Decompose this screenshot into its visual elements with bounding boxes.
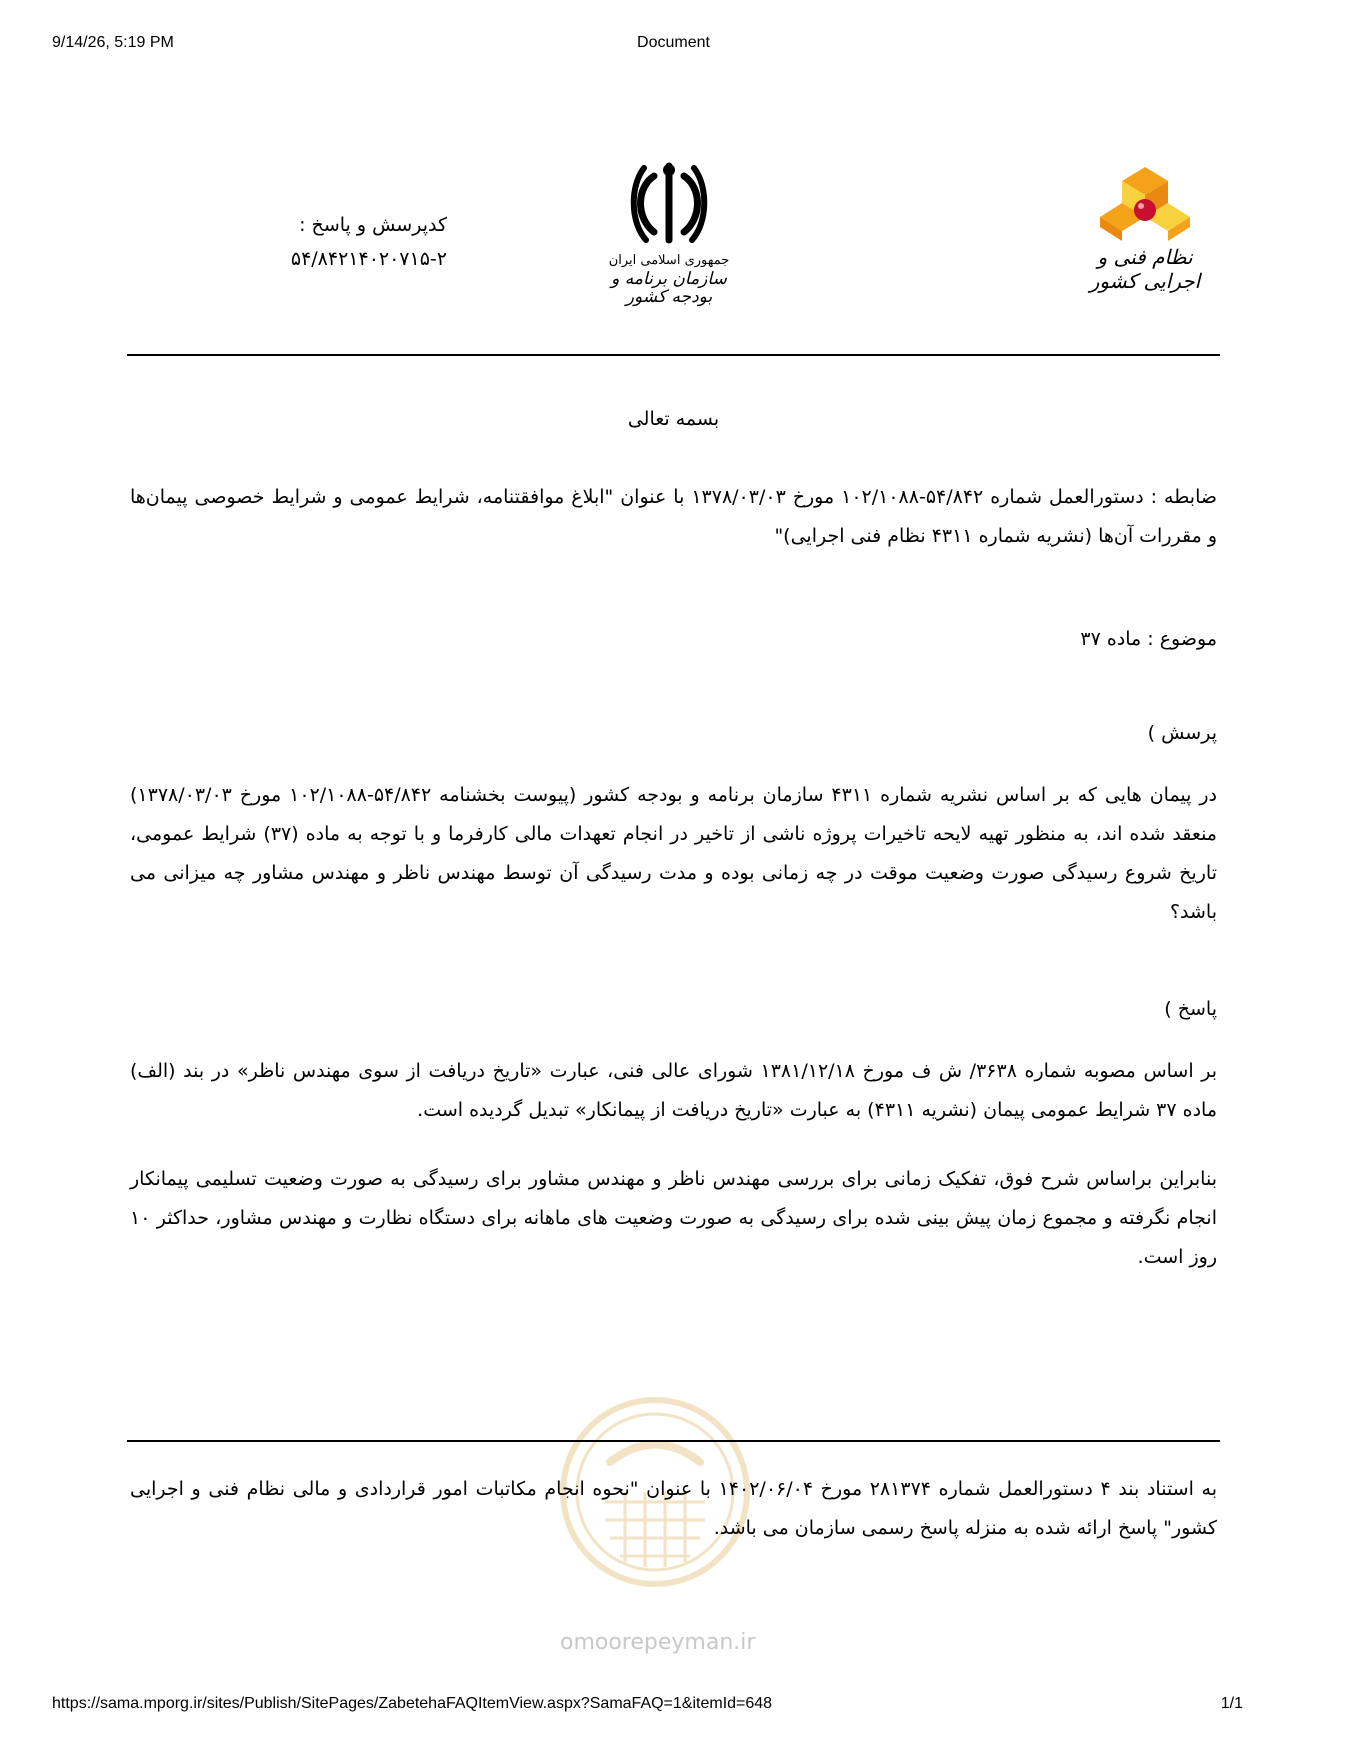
print-url[interactable]: https://sama.mporg.ir/sites/Publish/SitePages/ZabetehaFAQItemView.aspx?SamaFAQ=1&itemId=648 [52, 1695, 773, 1712]
answer-heading: پاسخ ) [1164, 998, 1217, 1020]
answer-paragraph-1: بر اساس مصوبه شماره ۳۶۳۸/ ش ف مورخ ۱۳۸۱/۱۲/۱۸ شورای عالی فنی، عبارت «تاریخ دریافت از سوی مهندس ناظر» در بند (الف) ماده ۳۷ شرایط عمومی پیمان (نشریه ۴۳۱۱) به عبارت «تاریخ دریافت از پیمانکار» تبدیل گردیده است. [130, 1060, 1217, 1121]
print-document-title: Document [637, 34, 710, 51]
qa-code-value: ۵۴/۸۴۲۱۴۰۲۰۷۱۵-۲ [290, 248, 447, 270]
basmala: بسمه تعالی [627, 408, 720, 430]
print-datetime: 9/14/26, 5:19 PM [52, 34, 174, 51]
question-heading: پرسش ) [1147, 722, 1217, 744]
iran-emblem-icon [624, 160, 714, 248]
header-divider [127, 354, 1220, 356]
iran-emblem [604, 160, 734, 310]
question-text: در پیمان هایی که بر اساس نشریه شماره ۴۳۱۱ سازمان برنامه و بودجه کشور (پیوست بخشنامه ۵۴/۸۴۲-۱۰۲/۱۰۸۸ مورخ ۱۳۷۸/۰۳/۰۳) منعقد شده اند، به منظور تهیه لایحه تاخیرات پروژه ناشی از تاخیر در انجام تعهدات مالی کارفرما و با توجه به ماده (۳۷) شرایط عمومی، تاریخ شروع رسیدگی صورت وضعیت موقت در چه زمانی بوده و مدت رسیدگی آن توسط مهندس ناظر و مهندس مشاور چه میزانی می باشد؟ [130, 784, 1217, 923]
org-logo [1070, 165, 1220, 315]
print-header [52, 34, 1295, 58]
print-footer [52, 1695, 1295, 1719]
rule-reference: ضابطه : دستورالعمل شماره ۵۴/۸۴۲-۱۰۲/۱۰۸۸ مورخ ۱۳۷۸/۰۳/۰۳ با عنوان "ابلاغ موافقتنامه، شرایط عمومی و شرایط خصوصی پیمان‌ها و مقررات آن‌ها (نشریه شماره ۴۳۱۱ نظام فنی اجرایی)" [130, 486, 1217, 547]
letterhead [127, 150, 1220, 330]
official-response-note: به استناد بند ۴ دستورالعمل شماره ۲۸۱۳۷۴ مورخ ۱۴۰۲/۰۶/۰۴ با عنوان "نحوه انجام مکاتبات امور قراردادی و مالی نظام فنی و اجرایی کشور" پاسخ ارائه شده به منزله پاسخ رسمی سازمان می باشد. [130, 1478, 1217, 1539]
topic: موضوع : ماده ۳۷ [1080, 628, 1217, 650]
qa-code-label: کدپرسش و پاسخ : [299, 214, 447, 236]
footer-divider [127, 1440, 1220, 1442]
org-name: نظام فنی و اجرایی کشور [1089, 245, 1201, 293]
answer-paragraph-2: بنابراین براساس شرح فوق، تفکیک زمانی برای بررسی مهندس ناظر و مهندس مشاور برای رسیدگی به صورت وضعیت تسلیمی پیمانکار انجام نگرفته و مجموع زمان پیش بینی شده برای رسیدگی به صورت وضعیت های ماهانه برای دستگاه نظارت و مهندس مشاور، حداکثر ۱۰ روز است. [130, 1168, 1217, 1268]
watermark-site: omoorepeyman.ir [560, 1630, 756, 1655]
emblem-line1: جمهوری اسلامی ایران [608, 253, 730, 268]
page-number: 1/1 [1220, 1695, 1243, 1712]
emblem-line2: سازمان برنامه و بودجه کشور [611, 269, 727, 307]
cube-logo-icon [1100, 165, 1190, 243]
qa-code-block [247, 208, 447, 276]
